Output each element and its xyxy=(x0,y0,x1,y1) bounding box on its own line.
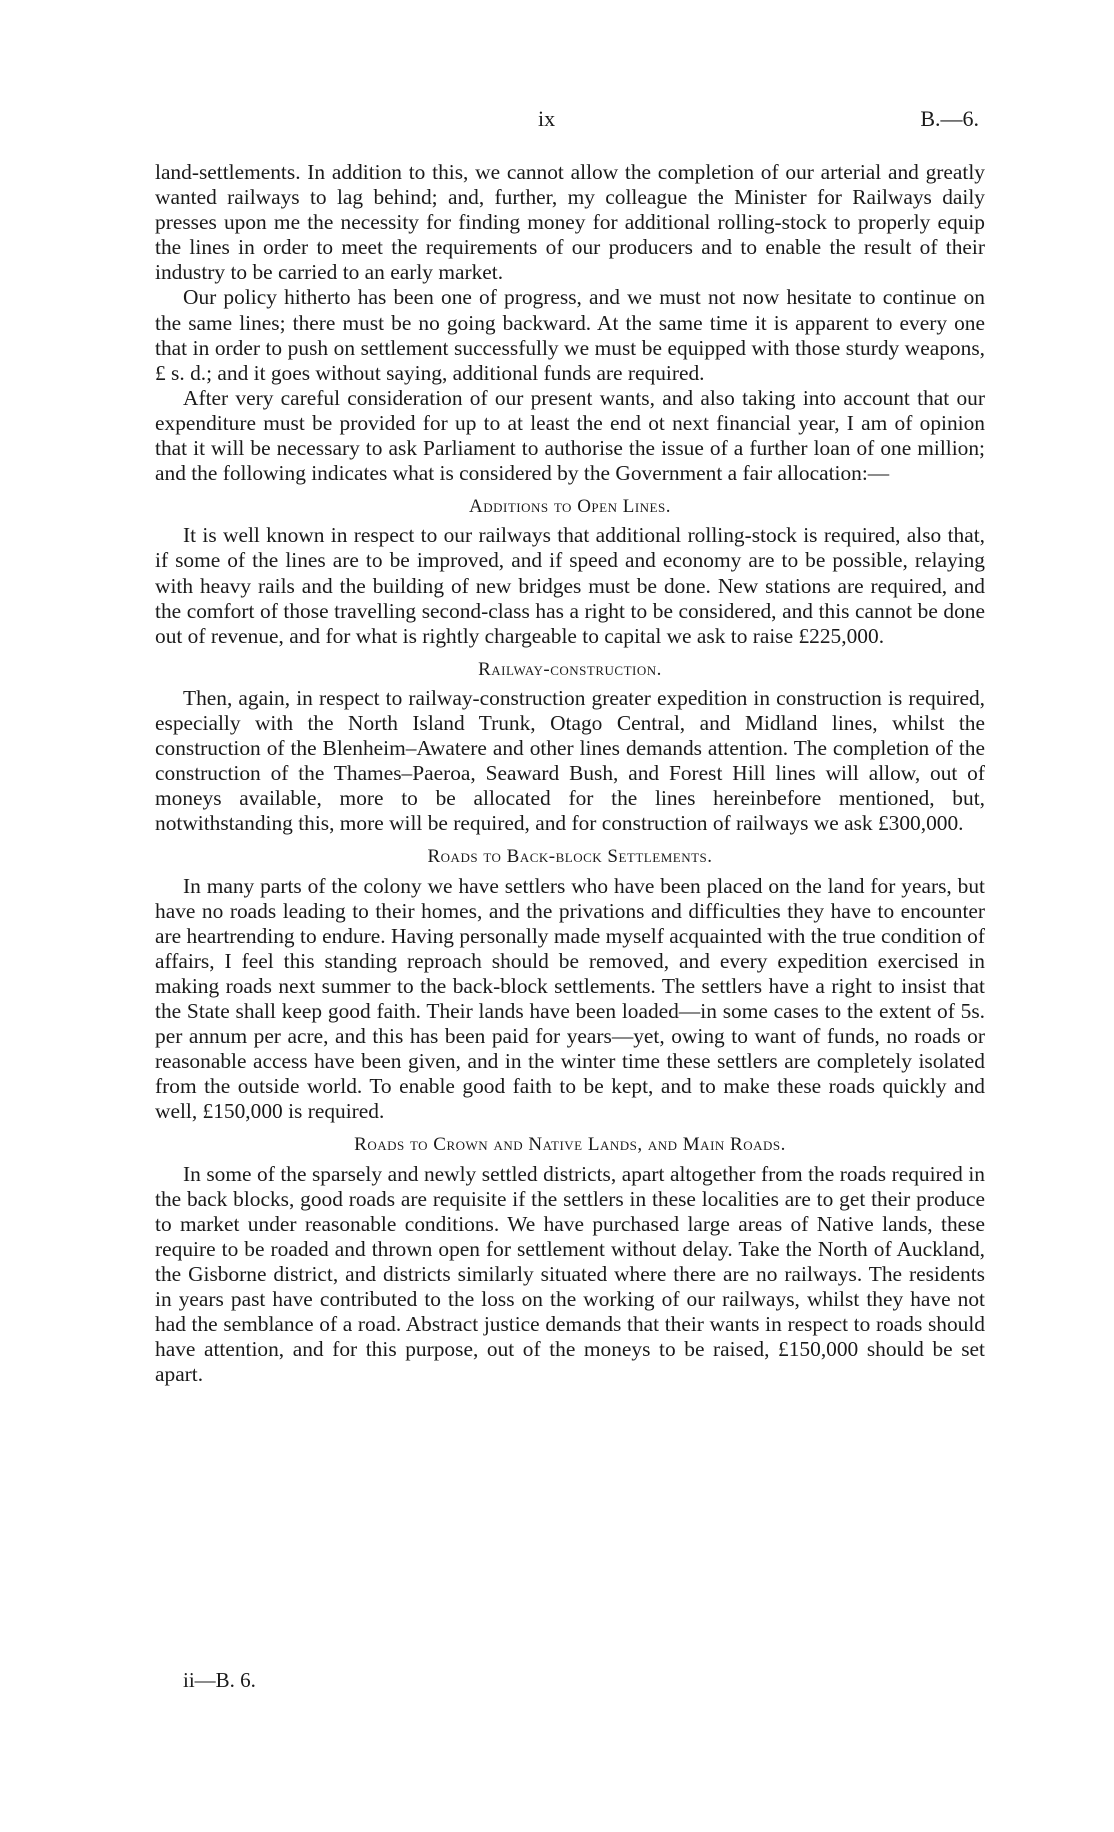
paragraph-back-block-roads: In many parts of the colony we have settlers who have been placed on the land for years, but have no roads leading to their homes, and the privations and difficulties they have to encounter are heartrending to endure. Having personally made myself acquainted with the true condition of affairs, I feel this standing reproach should be removed, and every expedition exercised in making roads next summer to the back-block settlements. The settlers have a right to insist that the State shall keep good faith. Their lands have been loaded—in some cases to the extent of 5s. per annum per acre, and this has been paid for years—yet, owing to want of funds, no roads or reasonable access have been given, and in the winter time these settlers are completely isolated from the outside world. To enable good faith to be kept, and to make these roads quickly and well, £150,000 is required. xyxy=(155,873,985,1124)
page-header xyxy=(0,106,1114,136)
paragraph-crown-native-roads: In some of the sparsely and newly settled districts, apart altogether from the roads required in the back blocks, good roads are requisite if the settlers in these localities are to get their produce to market under reasonable conditions. We have purchased large areas of Native lands, these require to be roaded and thrown open for settlement without delay. Take the North of Auckland, the Gisborne district, and districts similarly situated where there are no railways. The residents in years past have contributed to the loss on the working of our railways, whilst they have not had the semblance of a road. Abstract justice demands that their wants in respect to roads should have attention, and for this purpose, out of the moneys to be raised, £150,000 should be set apart. xyxy=(155,1161,985,1387)
heading-back-block-roads: Roads to Back-block Settlements. xyxy=(427,846,713,868)
heading-additions-open-lines: Additions to Open Lines. xyxy=(469,496,671,518)
paragraph-policy: Our policy hitherto has been one of progress, and we must not now hesitate to continue on the same lines; there must be no going backward. At the same time it is apparent to every one that in order to push on settlement successfully we must be equipped with those sturdy weapons, £ s. d.; and it goes without saying, additional funds are required. xyxy=(155,285,985,385)
paragraph-allocation: After very careful consideration of our present wants, and also taking into account that our expenditure must be provided for up to at least the end ot next financial year, I am of opinion that it will be necessary to ask Parliament to authorise the issue of a further loan of one million; and the following indicates what is considered by the Government a fair allocation:— xyxy=(155,385,985,486)
heading-crown-native-roads: Roads to Crown and Native Lands, and Main Roads. xyxy=(354,1134,786,1156)
paragraph-railway-construction: Then, again, in respect to railway-construction greater expedition in construction is required, especially with the North Island Trunk, Otago Central, and Midland lines, whilst the construction of the Blenheim–Awatere and other lines demands attention. The completion of the construction of the Thames–Paeroa, Seaward Bush, and Forest Hill lines will allow, out of moneys available, more to be allocated for the lines hereinbefore mentioned, but, notwithstanding this, more will be required, and for construction of railways we ask £300,000. xyxy=(155,685,985,836)
document-reference: B.—6. xyxy=(920,106,979,131)
heading-railway-construction: Railway-construction. xyxy=(478,658,662,680)
signature-mark: ii—B. 6. xyxy=(183,1668,256,1692)
page-number: ix xyxy=(538,106,556,131)
paragraph-additions-open-lines: It is well known in respect to our railways that additional rolling-stock is required, also that, if some of the lines are to be improved, and if speed and economy are to be possible, relaying with heavy rails and the building of new bridges must be done. New stations are required, and the comfort of those travelling second-class has a right to be considered, and this cannot be done out of revenue, and for what is rightly chargeable to capital we ask to raise £225,000. xyxy=(155,523,985,648)
paragraph-land-settlements: land-settlements. In addition to this, we cannot allow the completion of our arterial and greatly wanted railways to lag behind; and, further, my colleague the Minister for Railways daily presses upon me the necessity for finding money for additional rolling-stock to properly equip the lines in order to meet the requirements of our producers and to enable the result of their industry to be carried to an early market. xyxy=(155,160,985,285)
body-text xyxy=(155,160,985,1387)
